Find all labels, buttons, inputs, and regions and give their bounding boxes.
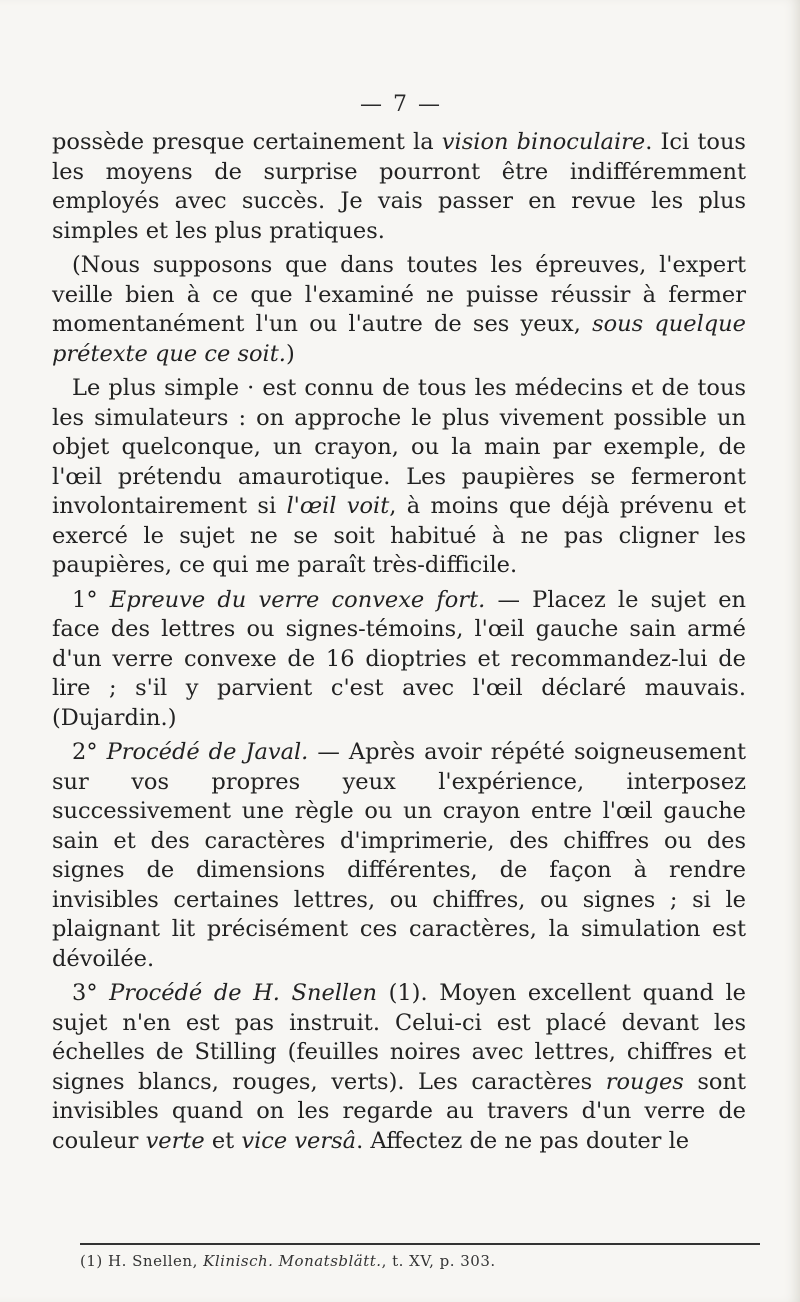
paragraph-6-title: Procédé de H. Snellen: [109, 980, 377, 1006]
paragraph-6-number: 3°: [72, 980, 110, 1006]
footnote-text-a: (1) H. Snellen,: [80, 1252, 204, 1270]
paragraph-1-text-c: . Ici tous les moyens de surprise pourront être indifféremment employés avec succès. Je vais passer en revue les plus simples et les plus pratiques.: [52, 129, 746, 244]
footnote-journal: Klinisch. Monatsblätt.: [203, 1252, 382, 1270]
paragraph-4-title: Epreuve du verre convexe fort.: [109, 586, 486, 613]
paragraph-2-text-c: ): [285, 340, 295, 367]
paragraph-6-text-d: sont invisibles quand on les regarde au travers d'un verre de couleur: [52, 1068, 746, 1154]
paragraph-5: [52, 738, 746, 974]
paragraph-3: [52, 374, 746, 581]
paragraph-3-emphasis: l'œil voit: [286, 493, 390, 519]
page-number: — 7 —: [360, 92, 442, 117]
paragraph-2-emphasis: sous quelque prétexte que ce soit.: [52, 311, 746, 367]
paragraph-5-title: Procédé de Javal.: [106, 739, 309, 765]
paragraph-1-emphasis: vision binoculaire: [441, 129, 646, 155]
paragraph-6-emphasis-red: rouges: [605, 1068, 684, 1095]
paragraph-4-body: — Placez le sujet en face des lettres ou signes-témoins, l'œil gauche sain armé d'un verre convexe de 16 dioptries et recommandez-lui de lire ; s'il y parvient c'est avec l'œil déclaré mauvais. (Dujardin.): [52, 586, 747, 731]
paragraph-2-text-a: (Nous supposons que dans toutes les épreuves, l'expert veille bien à ce que l'examiné ne puisse réussir à fermer momentanément l'un ou l'autre de ses yeux,: [52, 252, 746, 337]
paragraph-5-number: 2°: [72, 739, 107, 765]
paragraph-6-text-b: (1). Moyen excellent quand le sujet n'en est pas instruit. Celui-ci est placé devant les échelles de Stilling (feuilles noires avec lettres, chiffres et signes blancs, rouges, verts). Les caractères: [52, 980, 747, 1095]
paragraph-3-text-c: , à moins que déjà prévenu et exercé le sujet ne se soit habitué à ne pas cligner les paupières, ce qui me paraît très-difficile.: [52, 493, 746, 578]
paragraph-6-text-h: . Affectez de ne pas douter le: [356, 1127, 690, 1154]
paragraph-5-body: — Après avoir répété soigneusement sur vos propres yeux l'expérience, interposez successivement une règle ou un crayon entre l'œil gauche sain et des caractères d'imprimerie, des chiffres ou des signes de dimensions différentes, de façon à rendre invisibles certaines lettres, ou chiffres, ou signes ; si le plaignant lit précisément ces caractères, la simulation est dévoilée.: [52, 739, 747, 972]
paragraph-4: [52, 586, 746, 734]
paragraph-6: [52, 979, 746, 1156]
footnote: [80, 1252, 496, 1270]
paragraph-2: [52, 251, 746, 369]
paragraph-1-text-a: possède presque certainement la: [52, 129, 442, 155]
footnote-text-c: , t. XV, p. 303.: [381, 1252, 496, 1270]
paragraph-1: [52, 128, 746, 246]
footnote-divider: [80, 1243, 760, 1245]
paragraph-6-emphasis-green: verte: [145, 1127, 205, 1154]
paragraph-4-number: 1°: [72, 586, 110, 613]
body-text: [52, 128, 746, 1161]
paragraph-6-text-f: et: [204, 1127, 242, 1154]
paragraph-3-text-a: Le plus simple · est connu de tous les médecins et de tous les simulateurs : on approche le plus vivement possible un objet quelconque, un crayon, ou la main par exemple, de l'œil prétendu amaurotique. Les paupières se fermeront involontairement si: [52, 375, 746, 519]
paragraph-6-emphasis-vice-versa: vice versâ: [241, 1127, 357, 1154]
